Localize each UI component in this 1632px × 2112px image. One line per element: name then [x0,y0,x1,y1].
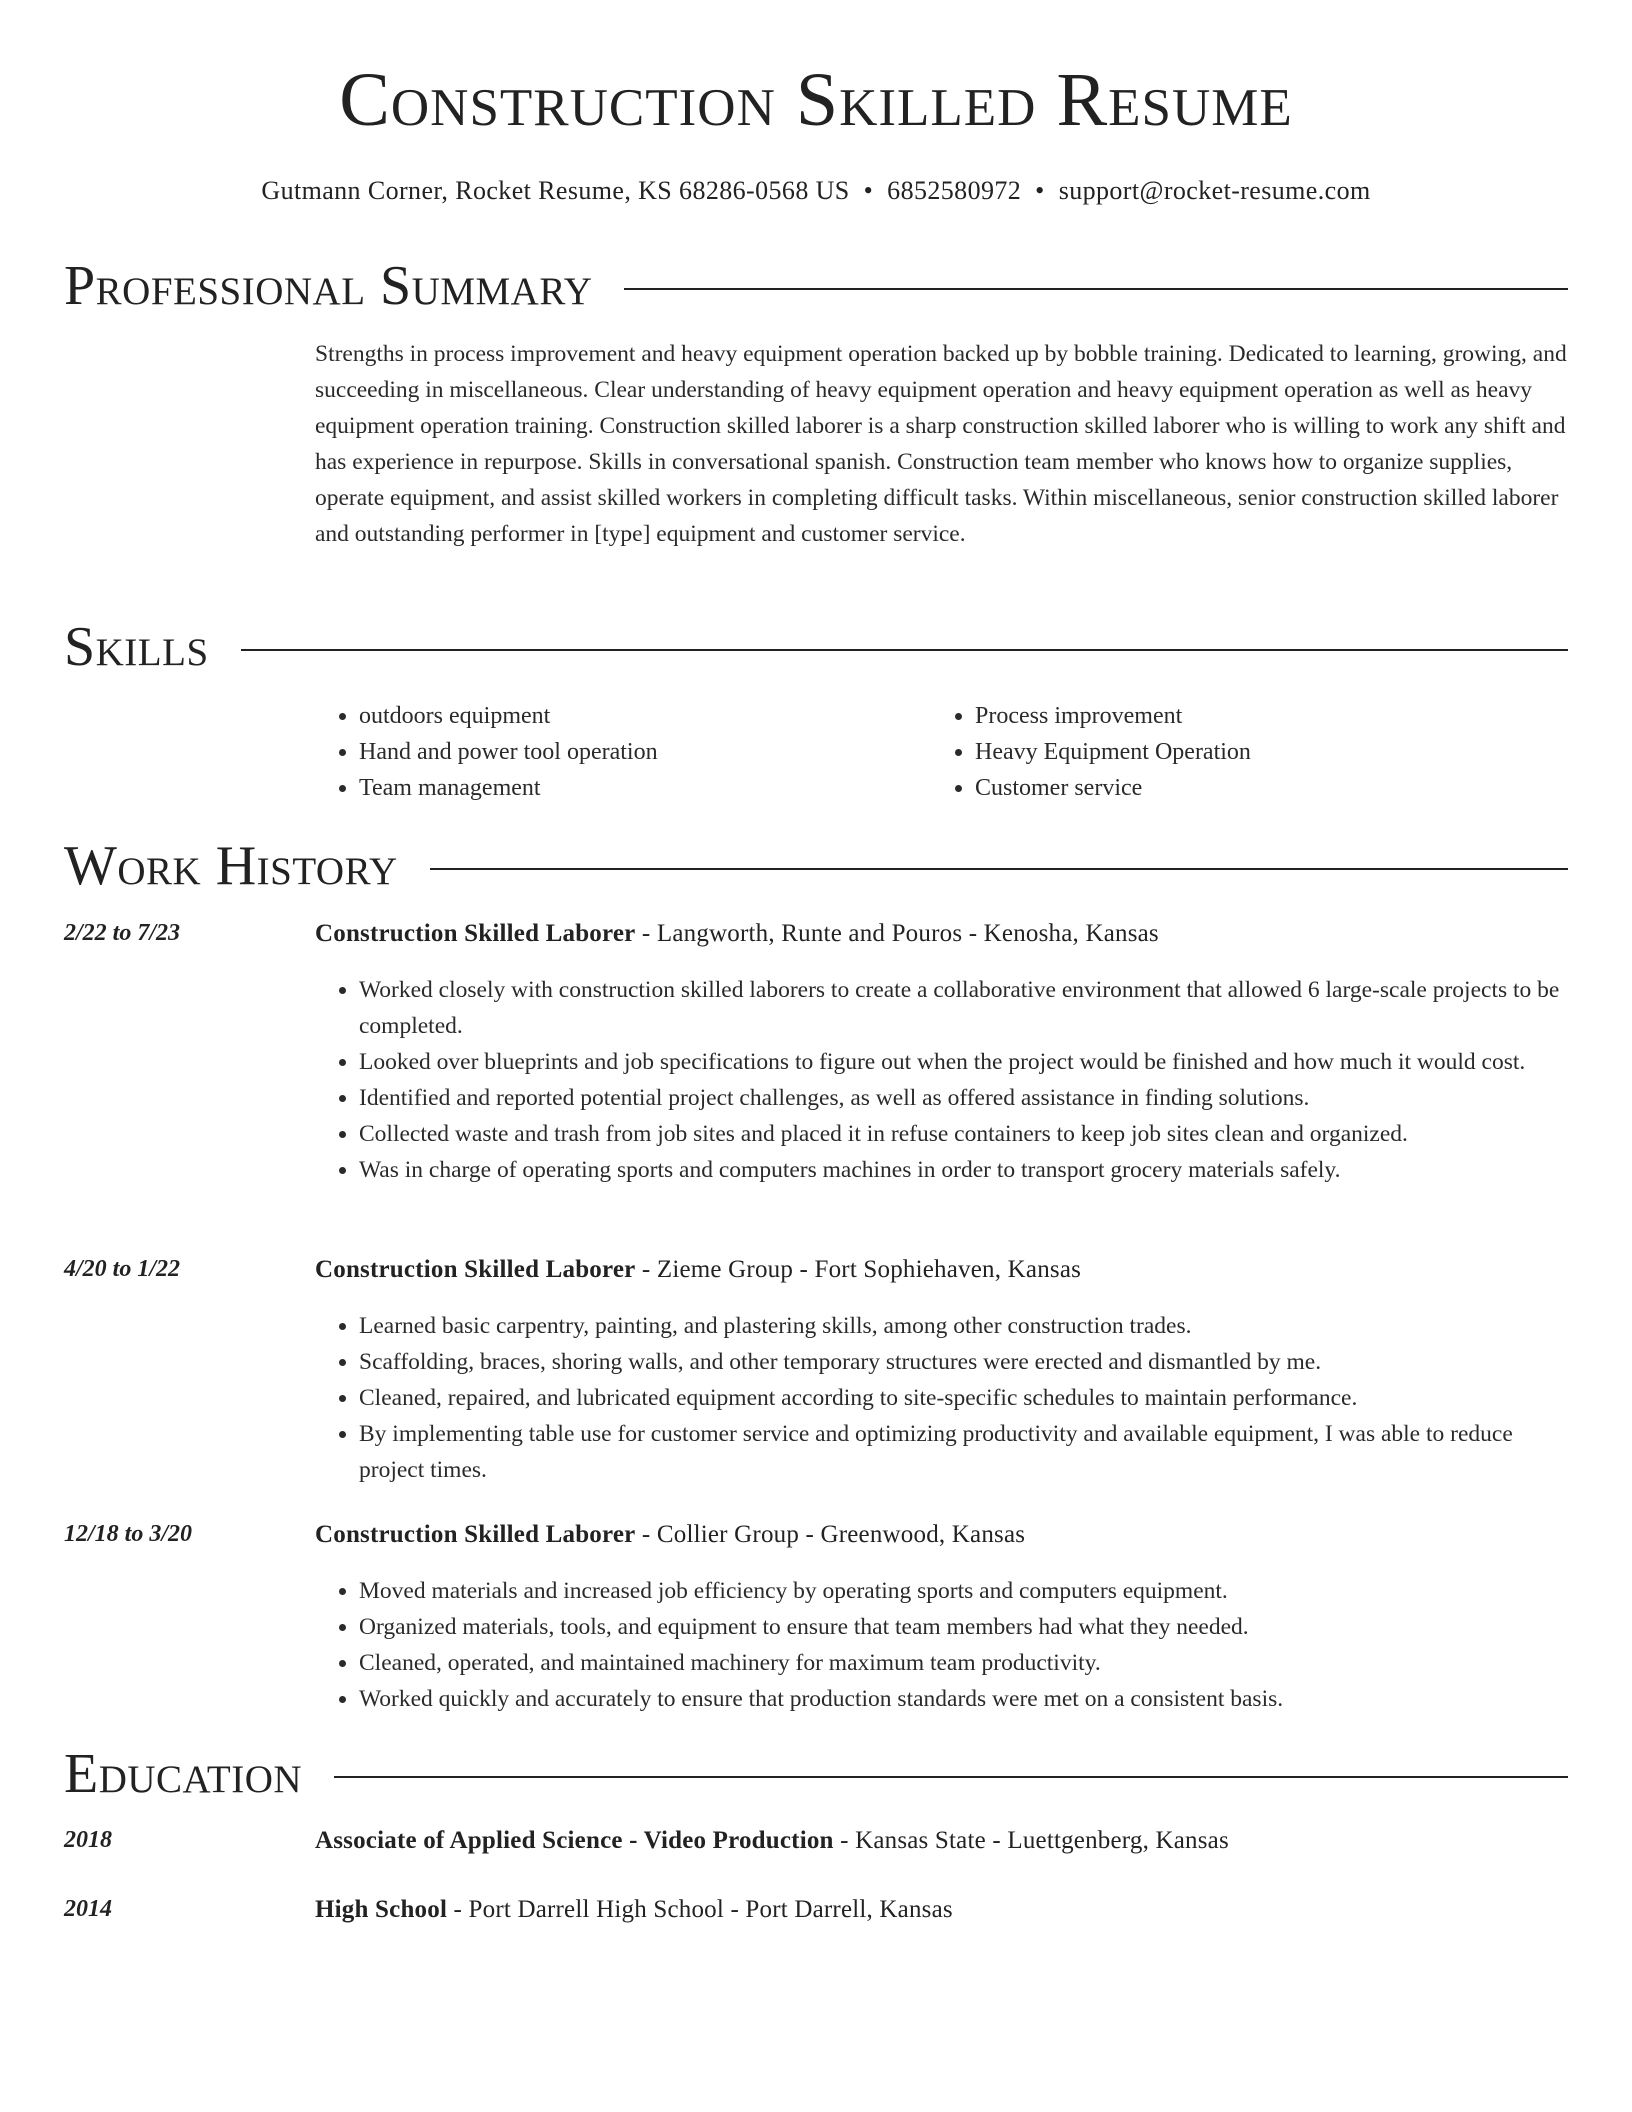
skill-item: • Heavy Equipment Operation [975,734,1547,770]
skill-item: • Customer service [975,770,1547,806]
education-year: 2018 [64,1827,112,1853]
job-title: Construction Skilled Laborer [315,920,636,947]
section-title: Work History [64,835,398,897]
contact-email[interactable]: support@rocket-resume.com [1058,176,1371,205]
job-title: Construction Skilled Laborer [315,1521,636,1548]
work-bullets [315,1573,1568,1717]
work-bullet: • Cleaned, operated, and maintained machinery for maximum team productivity. [359,1645,1568,1681]
contact-separator: • [1035,176,1045,205]
work-heading [315,920,1568,948]
work-bullets [315,972,1568,1188]
summary-text: Strengths in process improvement and heavy equipment operation backed up by bobble training. Dedicated to learning, growing, and succeeding in miscellaneous. Clear understanding of heavy equipment operation and heavy equipment operation as well as heavy equipment operation training. Construction skilled laborer is a sharp construction skilled laborer who is willing to work any shift and has experience in repurpose. Skills in conversational spanish. Construction team member who knows how to organize supplies, operate equipment, and assist skilled workers in completing difficult tasks. Within miscellaneous, senior construction skilled laborer and outstanding performer in [type] equipment and customer service. [315,341,1567,547]
skill-item: • Hand and power tool operation [359,734,931,770]
skill-item: • Team management [359,770,931,806]
work-dates: 2/22 to 7/23 [64,920,181,946]
skill-item: • Process improvement [975,698,1547,734]
work-bullet: • Worked closely with construction skilled laborers to create a collaborative environment that allowed 6 large-scale projects to be completed. [359,972,1568,1044]
section-title: Professional Summary [64,255,593,317]
work-bullet: • Organized materials, tools, and equipment to ensure that team members had what they needed. [359,1609,1568,1645]
skill-item: • outdoors equipment [359,698,931,734]
education-degree: High School [315,1896,448,1923]
work-bullet: • Was in charge of operating sports and computers machines in order to transport grocery materials safely. [359,1152,1568,1188]
section-divider [241,649,1568,651]
skills-list [315,698,1568,806]
contact-separator: • [863,176,874,205]
section-work-heading [64,835,1568,897]
job-title: Construction Skilled Laborer [315,1256,636,1283]
work-heading [315,1256,1568,1284]
section-title: Education [64,1743,303,1805]
education-details: - Port Darrell High School - Port Darrell, Kansas [447,1896,953,1923]
resume-title: Construction Skilled Resume [339,58,1293,142]
section-summary-heading [64,255,1568,317]
work-bullet: • Learned basic carpentry, painting, and plastering skills, among other construction trades. [359,1308,1568,1344]
work-bullet: • Collected waste and trash from job sites and placed it in refuse containers to keep job sites clean and organized. [359,1116,1568,1152]
work-dates: 4/20 to 1/22 [64,1256,181,1282]
job-details: - Zieme Group - Fort Sophiehaven, Kansas [635,1256,1082,1283]
work-bullet: • Scaffolding, braces, shoring walls, and other temporary structures were erected and dismantled by me. [359,1344,1568,1380]
section-education-heading [64,1743,1568,1805]
job-details: - Langworth, Runte and Pouros - Kenosha, Kansas [635,920,1159,947]
section-skills-heading [64,616,1568,678]
job-details: - Collier Group - Greenwood, Kansas [635,1521,1026,1548]
education-heading [315,1827,1568,1855]
contact-line [64,176,1568,206]
contact-address: Gutmann Corner, Rocket Resume, KS 68286-0568 US [261,176,850,205]
work-bullet: • Looked over blueprints and job specifications to figure out when the project would be finished and how much it would cost. [359,1044,1568,1080]
education-degree: Associate of Applied Science - Video Production [315,1827,834,1854]
work-bullet: • Cleaned, repaired, and lubricated equipment according to site-specific schedules to maintain performance. [359,1380,1568,1416]
education-heading [315,1896,1568,1924]
contact-phone: 6852580972 [887,176,1022,205]
section-title: Skills [64,616,209,678]
section-divider [624,288,1568,290]
work-bullet: • Identified and reported potential project challenges, as well as offered assistance in finding solutions. [359,1080,1568,1116]
section-divider [430,868,1568,870]
work-heading [315,1521,1568,1549]
work-bullet: • By implementing table use for customer service and optimizing productivity and available equipment, I was able to reduce project times. [359,1416,1568,1488]
skills-column-left [315,698,931,806]
skills-column-right [931,698,1547,806]
education-details: - Kansas State - Luettgenberg, Kansas [833,1827,1229,1854]
section-divider [334,1776,1568,1778]
work-dates: 12/18 to 3/20 [64,1521,193,1547]
work-bullet: • Worked quickly and accurately to ensure that production standards were met on a consistent basis. [359,1681,1568,1717]
education-year: 2014 [64,1896,112,1922]
work-bullets [315,1308,1568,1488]
work-bullet: • Moved materials and increased job efficiency by operating sports and computers equipment. [359,1573,1568,1609]
